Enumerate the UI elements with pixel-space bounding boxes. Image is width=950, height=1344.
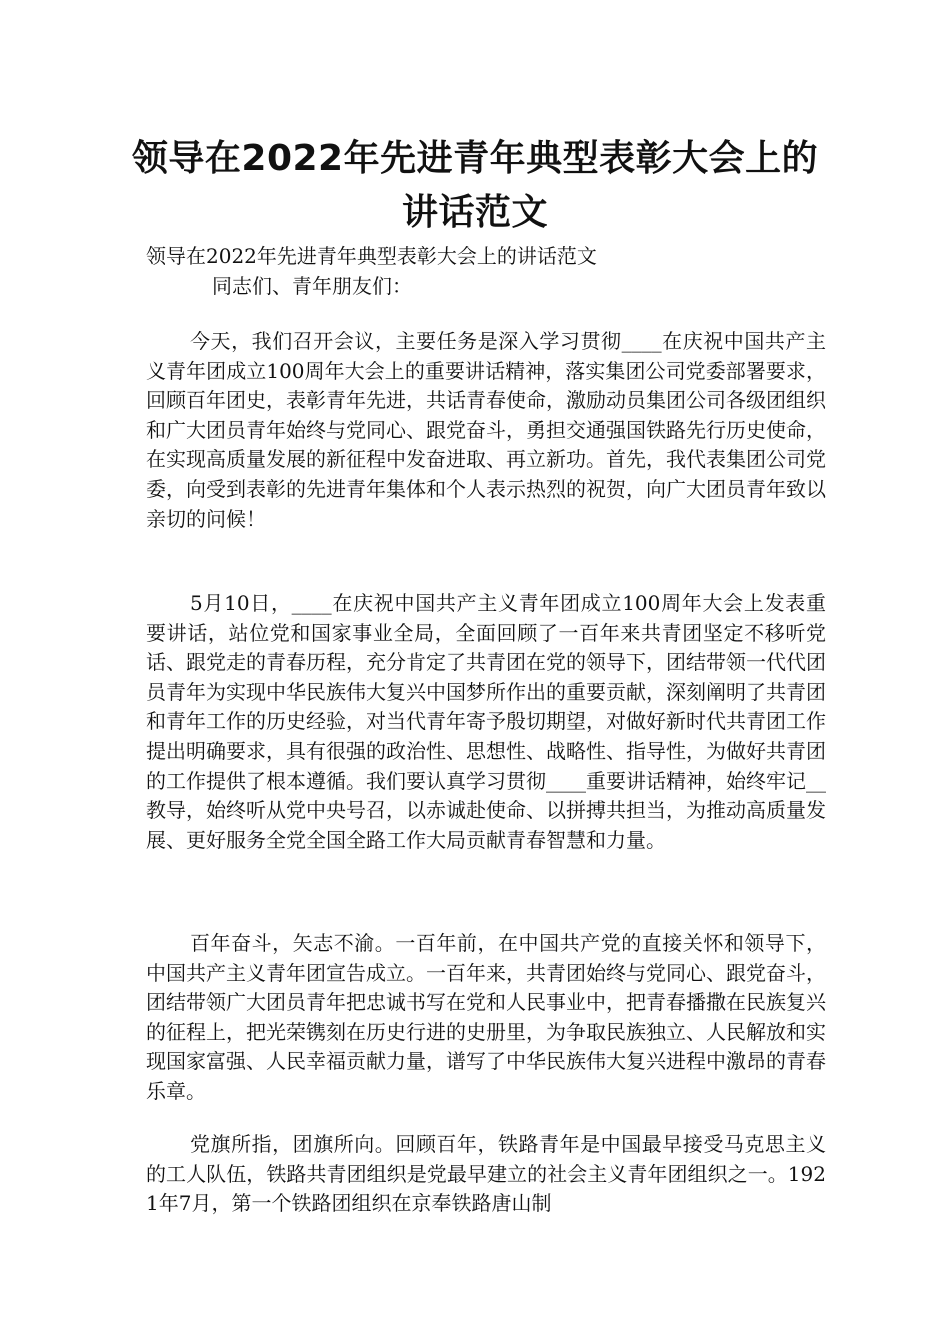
paragraph-1: 今天，我们召开会议，主要任务是深入学习贯彻____在庆祝中国共产主义青年团成立100周年大会上的重要讲话精神，落实集团公司党委部署要求，回顾百年团史，表彰青年先进，共话青春使命，激励动员集团公司各级团组织和广大团员青年始终与党同心、跟党奋斗，勇担交通强国铁路先行历史使命，在实现高质量发展的新征程中发奋进取、再立新功。首先，我代表集团公司党委，向受到表彰的先进青年集体和个人表示热烈的祝贺，向广大团员青年致以亲切的问候！ [146, 329, 826, 531]
paragraph-2: 5月10日，____在庆祝中国共产主义青年团成立100周年大会上发表重要讲话，站位党和国家事业全局，全面回顾了一百年来共青团坚定不移听党话、跟党走的青春历程，充分肯定了共青团在党的领导下，团结带领一代代团员青年为实现中华民族伟大复兴中国梦所作出的重要贡献，深刻阐明了共青团和青年工作的历史经验，对当代青年寄予殷切期望，对做好新时代共青团工作提出明确要求，具有很强的政治性、思想性、战略性、指导性，为做好共青团的工作提供了根本遵循。我们要认真学习贯彻____重要讲话精神，始终牢记__教导，始终听从党中央号召，以赤诚赴使命、以拼搏共担当，为推动高质量发展、更好服务全党全国全路工作大局贡献青春智慧和力量。 [146, 591, 826, 852]
document-title-line-2: 讲话范文 [401, 192, 548, 233]
greeting: 同志们、青年朋友们： [212, 274, 412, 298]
document-title-line-1: 领导在2022年先进青年典型表彰大会上的 [131, 138, 819, 179]
paragraph-3: 百年奋斗，矢志不渝。一百年前，在中国共产党的直接关怀和领导下，中国共产主义青年团宣告成立。一百年来，共青团始终与党同心、跟党奋斗，团结带领广大团员青年把忠诚书写在党和人民事业中，把青春播撒在民族复兴的征程上，把光荣镌刻在历史行进的史册里，为争取民族独立、人民解放和实现国家富强、人民幸福贡献力量，谱写了中华民族伟大复兴进程中激昂的青春乐章。 [146, 931, 826, 1103]
document-subtitle: 领导在2022年先进青年典型表彰大会上的讲话范文 [146, 244, 597, 268]
paragraph-4: 党旗所指，团旗所向。回顾百年，铁路青年是中国最早接受马克思主义的工人队伍，铁路共青团组织是党最早建立的社会主义青年团组织之一。1921年7月，第一个铁路团组织在京奉铁路唐山制 [146, 1132, 826, 1216]
